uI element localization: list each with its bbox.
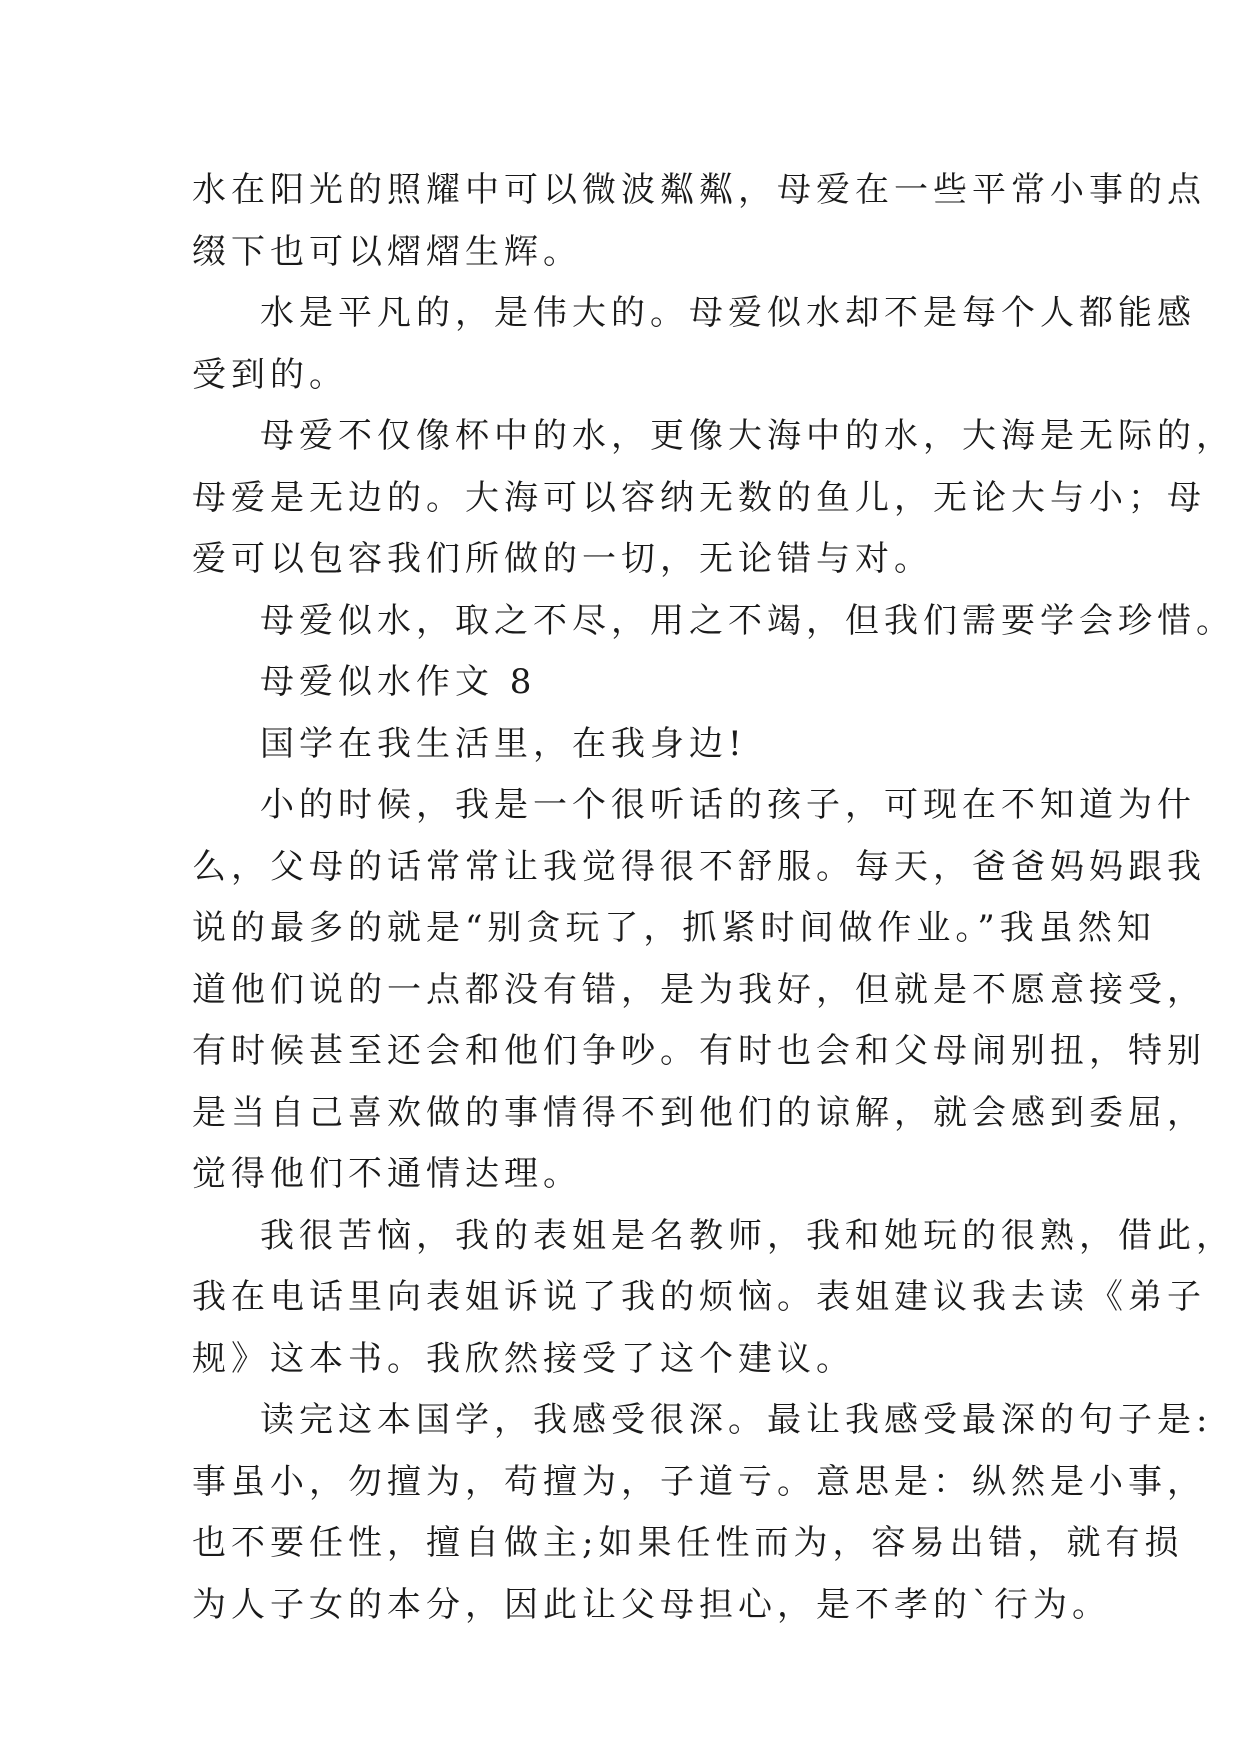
text-line: 母爱不仅像杯中的水，更像大海中的水，大海是无际的， <box>260 416 1235 456</box>
text-line: 水是平凡的，是伟大的。母爱似水却不是每个人都能感 <box>260 293 1196 333</box>
text-line: 爱可以包容我们所做的一切，无论错与对。 <box>192 539 933 579</box>
text-line: 母爱似水，取之不尽，用之不竭，但我们需要学会珍惜。 <box>260 600 1235 641</box>
text-line: 说的最多的就是“别贪玩了，抓紧时间做作业。”我虽然知 <box>192 908 1156 948</box>
text-line: 小的时候，我是一个很听话的孩子，可现在不知道为什 <box>260 785 1196 825</box>
body-text <box>192 160 1235 1636</box>
text-line: 道他们说的一点都没有错，是为我好，但就是不愿意接受， <box>192 969 1206 1010</box>
text-line: 水在阳光的照耀中可以微波粼粼，母爱在一些平常小事的点 <box>192 170 1206 210</box>
text-line: 缀下也可以熠熠生辉。 <box>192 231 582 272</box>
text-line: 有时候甚至还会和他们争吵。有时也会和父母闹别扭，特别 <box>192 1031 1206 1071</box>
text-line: 读完这本国学，我感受很深。最让我感受最深的句子是: <box>260 1400 1213 1440</box>
text-line: 是当自己喜欢做的事情得不到他们的谅解，就会感到委屈， <box>192 1092 1206 1133</box>
text-line: 也不要任性，擅自做主;如果任性而为，容易出错，就有损 <box>192 1523 1184 1563</box>
text-line: 国学在我生活里，在我身边! <box>260 723 747 764</box>
text-line: 规》这本书。我欣然接受了这个建议。 <box>192 1338 855 1379</box>
text-line: 为人子女的本分，因此让父母担心，是不孝的`行为。 <box>192 1584 1111 1625</box>
text-line: 事虽小，勿擅为，苟擅为，子道亏。意思是：纵然是小事， <box>192 1461 1206 1502</box>
section-heading: 母爱似水作文 8 <box>260 662 537 702</box>
text-line: 母爱是无边的。大海可以容纳无数的鱼儿，无论大与小；母 <box>192 477 1206 518</box>
text-line: 觉得他们不通情达理。 <box>192 1154 582 1194</box>
text-line: 受到的。 <box>192 354 348 395</box>
text-line: 么，父母的话常常让我觉得很不舒服。每天，爸爸妈妈跟我 <box>192 846 1206 887</box>
text-line: 我在电话里向表姐诉说了我的烦恼。表姐建议我去读《弟子 <box>192 1277 1206 1317</box>
text-line: 我很苦恼，我的表姐是名教师，我和她玩的很熟，借此， <box>260 1215 1235 1256</box>
